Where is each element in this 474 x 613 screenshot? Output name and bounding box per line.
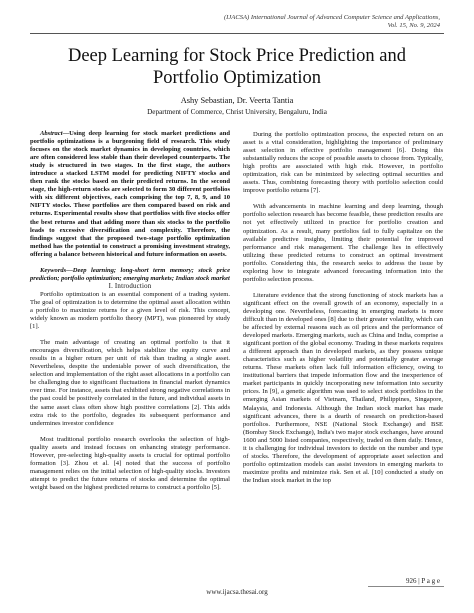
paragraph: With advancements in machine learning and deep learning, though portfolio selection research has become feasible, these prediction results are not yet effectively utilized in practice for portfolio creation and optimization. As a result, many portfolios fail to fully capitalize on the available predictive insights, limiting their potential for improved performance and risk management. The challenge lies in effectively utilizing these predicted returns to construct an optimal investment portfolio. Considering this, the research seeks to address the issue by exploring how to integrate advanced forecasting information into the portfolio selection process. — [243, 203, 443, 283]
volume-line: Vol. 15, No. 9, 2024 — [387, 22, 440, 29]
journal-url[interactable]: www.ijacsa.thesai.org — [206, 588, 268, 596]
abstract-label: Abstract — [40, 130, 63, 137]
running-header — [140, 14, 440, 30]
left-column — [30, 130, 230, 492]
page-number-rule — [368, 586, 444, 587]
right-column — [243, 131, 443, 485]
paragraph: The main advantage of creating an optimal portfolio is that it encourages diversification, which helps stabilize the equity curve and results in a higher return per unit of risk than trading a single asset. Nevertheless, despite the undeniable power of such diversification, the selection and implementation of the right asset allocations in a portfolio can be challenging due to significant fluctuations in financial market dynamics over time. For instance, assets that exhibited strong negative correlations in the past could be positively correlated in the future, and individual assets in the same asset class often show high positive correlations [2]. This adds extra risk to the portfolio, degrades its subsequent performance and undermines investor confidence — [30, 339, 230, 427]
paragraph: Literature evidence that the strong functioning of stock markets has a significant effect on the overall growth of an economy, especially in a developing one. Nevertheless, forecasting in emerging markets is more difficult than in developed ones [8] due to their greater volatility, which can be affected by external reasons such as oil prices and the performance of developed markets. Emerging markets, such as China and India, comprise a significant portion of the global economy. Trading in these markets requires a different approach than in developed markets, as they possess unique characteristics such as higher volatility and potentially greater average returns. These markets often lack full information efficiency, owing to institutional barriers that impede information flow and the inexperience of market participants in quickly incorporating new information into security prices. In [9], a genetic algorithm was used to select stock portfolios in the emerging Asian markets of Vietnam, Thailand, Philippines, Singapore, Malaysia, and Indonesia. Although the Indian stock market has made significant advances, there is a dearth of research on prediction-based portfolios. Furthermore, NSE (National Stock Exchange) and BSE (Bombay Stock Exchange), India's two major stock exchanges, have around 1600 and 5000 listed companies, respectively, traded on them daily. Hence, it is challenging for individual investors to decide on the number and type of stocks. Therefore, the development of appropriate asset selection and portfolio optimization models can assist investors in emerging markets to maximize profits and minimize risk. Sen et al. [10] conducted a study on the Indian stock market in the top — [243, 291, 443, 484]
paragraph: During the portfolio optimization process, the expected return on an asset is a vital consideration, highlighting the importance of preliminary asset selection in effective portfolio management [6]. Doing this substantially reduces the scope of possible assets to choose from. Typically, high profits are associated with high risk. However, in portfolio optimization, risk can be minimized by selecting optimal securities and assets. Thus, combining forecasting theory with portfolio selection could improve portfolio returns [7]. — [243, 131, 443, 195]
keywords — [30, 267, 230, 283]
keywords-label: Keywords — [40, 266, 67, 274]
section-heading-introduction: I. Introduction — [108, 282, 152, 290]
affiliation: Department of Commerce, Christ University, Bengaluru, India — [147, 108, 327, 116]
paragraph: Most traditional portfolio research overlooks the selection of high-quality assets and instead focuses on enhancing strategy performance. However, pre-selecting high-quality assets is crucial for optimal portfolio formation [3]. Zhou et al. [4] noted that the success of portfolio management relies on the initial selection of high-quality stocks. Investors attempt to predict the future returns of stocks and determine the optimal weight based on the highest predicted returns to construct a portfolio [5]. — [30, 435, 230, 491]
journal-line: (IJACSA) International Journal of Advanced Computer Science and Applications, — [223, 14, 440, 21]
page-number: 926 | P a g e — [406, 577, 440, 585]
title-line-2: Portfolio Optimization — [152, 68, 322, 88]
abstract — [30, 130, 230, 259]
keywords-text: —Deep learning; long-short term memory; stock price prediction; portfolio optimization; emerging markets; Indian stock market — [30, 266, 230, 282]
paper-title — [20, 45, 454, 89]
paragraph: Portfolio optimization is an essential component of a trading system. The goal of optimization is to determine the optimal asset allocation within a portfolio to maximize returns for a given level of risk. This concept, widely known as modern portfolio theory (MPT), was pioneered by study [1]. — [30, 290, 230, 331]
author-list: Ashy Sebastian, Dr. Veerta Tantia — [180, 96, 294, 105]
abstract-text: —Using deep learning for stock market predictions and portfolio optimizations is a burgeoning field of research. This study focuses on the stock market dynamics in developing countries, which are often considered less stable than their developed counterparts. The study is structured in two stages. In the first stage, the authors introduce a stacked LSTM model for predicting NIFTY stocks and then rank the stocks based on their predicted returns. In the second stage, the high-return stocks are selected to form 30 different portfolios with six different objectives, each comprising the top 7, 8, 9, and 10 NIFTY stocks. These portfolios are then compared based on risk and returns. Experimental results show that portfolios with five stocks offer the best returns and that adding more than six stocks to the portfolio leads to excessive diversification and complexity. Therefore, the findings suggest that the proposed two-stage portfolio optimization method has the potential to construct a promising investment strategy, offering a balance between historical and future information on assets. — [30, 130, 230, 258]
title-line-1: Deep Learning for Stock Price Prediction and — [67, 46, 407, 66]
header-divider — [30, 33, 444, 34]
